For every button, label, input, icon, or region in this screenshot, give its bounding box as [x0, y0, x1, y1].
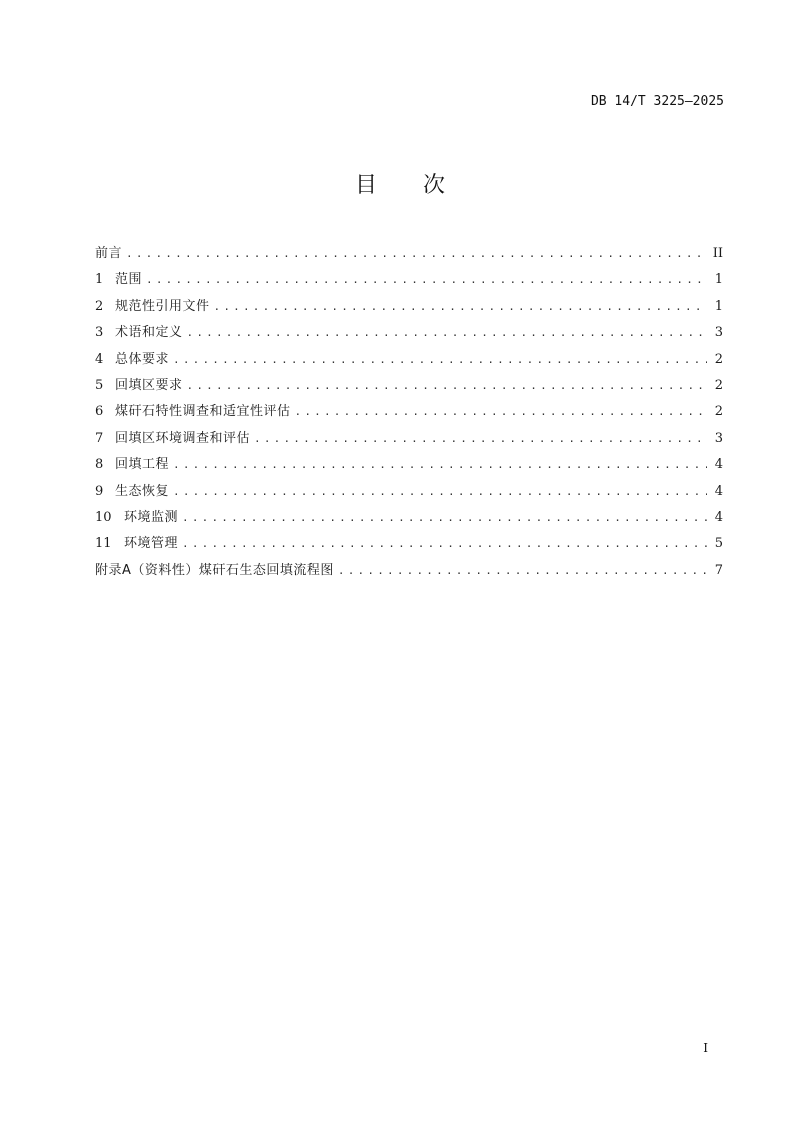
dot-leader — [146, 267, 707, 293]
toc-entry-label: 生态恢复 — [115, 483, 170, 499]
toc-entry-number: 8 — [95, 457, 104, 473]
toc-entry-number: 6 — [95, 404, 104, 420]
toc-entry-page: 7 — [714, 562, 723, 578]
toc-entry-page: 1 — [714, 272, 723, 288]
toc-entry-number: 9 — [95, 483, 104, 499]
dot-leader — [173, 347, 707, 373]
toc-entry-4[interactable] — [95, 347, 723, 373]
toc-entry-label: 规范性引用文件 — [115, 298, 210, 314]
toc-entry-page: II — [712, 246, 723, 261]
toc-entry-appendix-a[interactable] — [95, 558, 723, 584]
toc-entry-number: 5 — [95, 377, 104, 393]
toc-entry-1[interactable] — [95, 267, 723, 293]
dot-leader — [187, 320, 707, 346]
toc-entry-5[interactable] — [95, 373, 723, 399]
toc-entry-foreword[interactable] — [95, 241, 723, 267]
toc-entry-page: 3 — [714, 325, 723, 341]
toc-entry-number: 2 — [95, 298, 104, 314]
toc-entry-label: 附录A（资料性）煤矸石生态回填流程图 — [95, 562, 334, 578]
toc-entry-7[interactable] — [95, 426, 723, 452]
title-char-1: 目 — [354, 173, 377, 198]
toc-entry-page: 3 — [714, 430, 723, 446]
toc-entry-label: 环境监测 — [124, 509, 179, 525]
toc-entry-label: 前言 — [95, 246, 123, 261]
page-number: I — [703, 1041, 708, 1055]
toc-entry-label: 回填区要求 — [115, 377, 183, 393]
toc-entry-number: 3 — [95, 325, 104, 341]
toc-entry-label: 环境管理 — [124, 536, 179, 552]
toc-entry-label: 回填工程 — [115, 457, 170, 473]
toc-entry-number: 1 — [95, 272, 104, 288]
toc-entry-8[interactable] — [95, 452, 723, 478]
toc-entry-3[interactable] — [95, 320, 723, 346]
toc-entry-page: 2 — [714, 377, 723, 393]
toc-entry-2[interactable] — [95, 294, 723, 320]
standard-number: DB 14/T 3225—2025 — [590, 94, 724, 109]
dot-leader — [126, 241, 707, 267]
toc-entry-number: 10 — [95, 509, 112, 525]
dot-leader — [182, 505, 707, 531]
toc-entry-page: 4 — [714, 457, 723, 473]
toc-entry-number: 4 — [95, 351, 104, 367]
table-of-contents — [95, 241, 723, 584]
toc-entry-11[interactable] — [95, 531, 723, 557]
dot-leader — [182, 531, 707, 557]
toc-entry-page: 2 — [714, 404, 723, 420]
title-char-2: 次 — [423, 173, 446, 198]
toc-entry-10[interactable] — [95, 505, 723, 531]
toc-entry-page: 1 — [714, 298, 723, 314]
dot-leader — [187, 373, 707, 399]
toc-entry-page: 2 — [714, 351, 723, 367]
toc-entry-number: 7 — [95, 430, 104, 446]
page-title — [0, 168, 800, 199]
dot-leader — [254, 426, 707, 452]
toc-entry-label: 煤矸石特性调查和适宜性评估 — [115, 404, 291, 420]
dot-leader — [173, 452, 707, 478]
toc-entry-number: 11 — [95, 536, 112, 552]
toc-entry-label: 回填区环境调查和评估 — [115, 430, 251, 446]
toc-entry-page: 4 — [714, 509, 723, 525]
toc-entry-page: 5 — [714, 536, 723, 552]
toc-entry-6[interactable] — [95, 399, 723, 425]
dot-leader — [338, 558, 707, 584]
dot-leader — [295, 399, 707, 425]
dot-leader — [214, 294, 707, 320]
toc-entry-9[interactable] — [95, 479, 723, 505]
toc-entry-page: 4 — [714, 483, 723, 499]
toc-entry-label: 术语和定义 — [115, 325, 183, 341]
toc-entry-label: 总体要求 — [115, 351, 170, 367]
toc-entry-label: 范围 — [115, 272, 143, 288]
dot-leader — [173, 479, 707, 505]
